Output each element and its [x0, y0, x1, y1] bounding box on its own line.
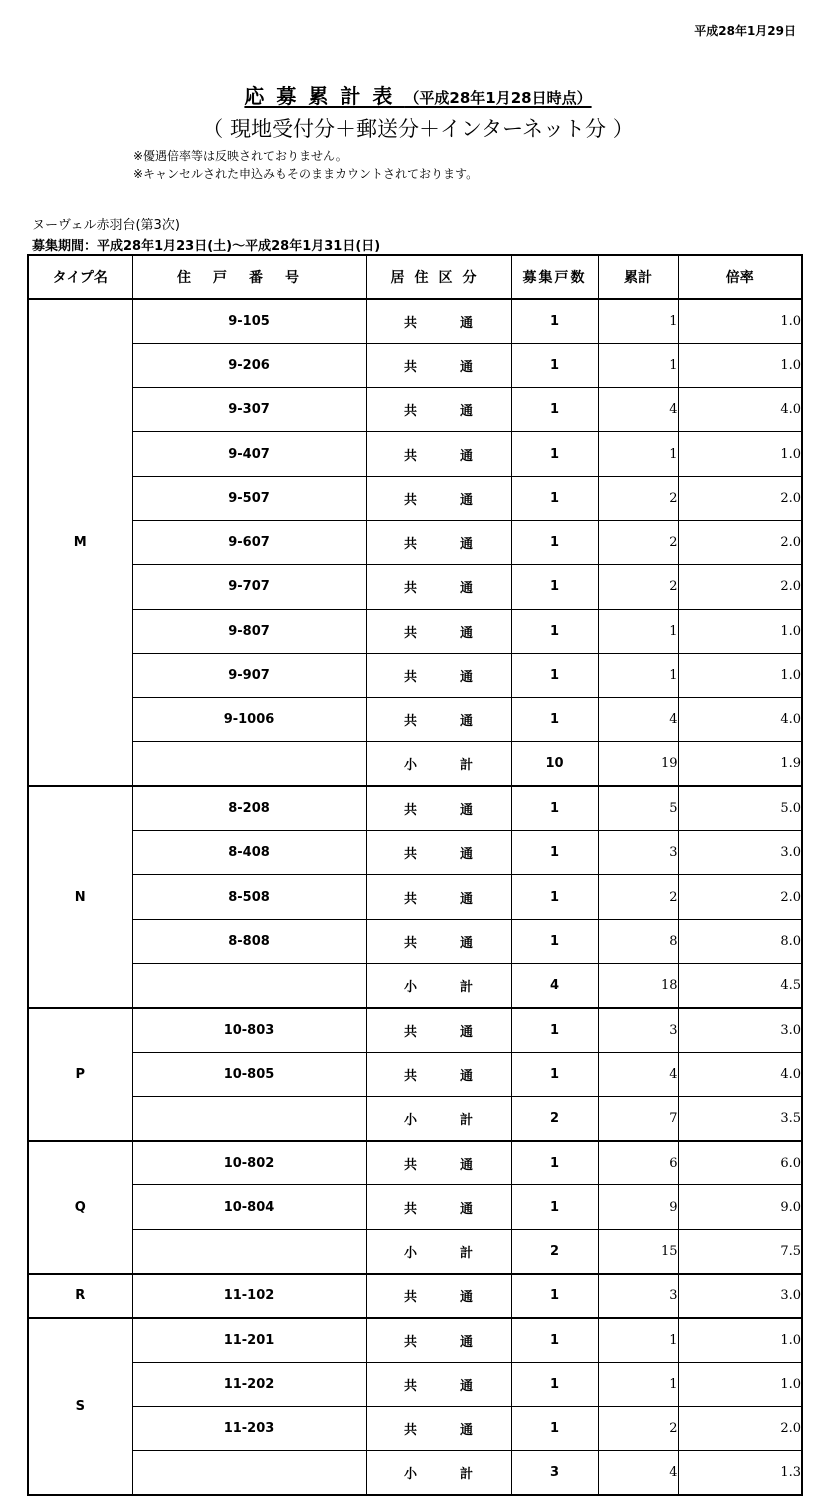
table-row — [28, 1185, 802, 1229]
boshu-count: 1 — [511, 565, 598, 609]
ratio: 5.0 — [678, 786, 802, 830]
subtotal-boshu: 10 — [511, 742, 598, 786]
cumulative-count: 1 — [598, 1362, 678, 1406]
kubun-char: 計 — [459, 1112, 473, 1128]
table-row — [28, 609, 802, 653]
kubun-char: 通 — [459, 1201, 473, 1217]
recruitment-period: 募集期間：平成28年1月23日(土)～平成28年1月31日(日) — [32, 239, 381, 254]
kubun-cell — [366, 786, 511, 830]
ratio: 4.0 — [678, 388, 802, 432]
ratio: 6.0 — [678, 1141, 802, 1185]
ratio: 3.0 — [678, 831, 802, 875]
table-row — [28, 565, 802, 609]
table-row — [28, 919, 802, 963]
ratio: 1.0 — [678, 432, 802, 476]
unit-number: 10-802 — [132, 1141, 366, 1185]
subtotal-row — [28, 963, 802, 1007]
kubun-char: 通 — [459, 891, 473, 907]
boshu-count: 1 — [511, 343, 598, 387]
ratio: 1.0 — [678, 1362, 802, 1406]
kubun-char: 通 — [459, 1290, 473, 1306]
table-header-row — [28, 255, 802, 299]
kubun-char: 通 — [459, 448, 473, 464]
cumulative-count: 6 — [598, 1141, 678, 1185]
table-body — [28, 299, 802, 1495]
kubun-char: 小 — [403, 758, 417, 774]
boshu-count: 1 — [511, 388, 598, 432]
ratio: 1.0 — [678, 609, 802, 653]
kubun-char: 共 — [403, 1334, 417, 1350]
kubun-cell — [366, 1141, 511, 1185]
kubun-char: 共 — [403, 492, 417, 508]
cumulative-count: 1 — [598, 653, 678, 697]
ratio: 2.0 — [678, 520, 802, 564]
kubun-cell — [366, 1274, 511, 1318]
unit-number: 9-507 — [132, 476, 366, 520]
kubun-char: 共 — [403, 1378, 417, 1394]
type-cell: M — [28, 299, 132, 786]
unit-number: 11-202 — [132, 1362, 366, 1406]
ratio: 1.0 — [678, 653, 802, 697]
boshu-count: 1 — [511, 831, 598, 875]
kubun-char: 通 — [459, 404, 473, 420]
unit-number: 9-307 — [132, 388, 366, 432]
boshu-count: 1 — [511, 1008, 598, 1052]
ratio: 2.0 — [678, 875, 802, 919]
ratio: 2.0 — [678, 565, 802, 609]
kubun-char: 通 — [459, 935, 473, 951]
property-name: ヌーヴェル赤羽台(第3次) — [32, 218, 180, 233]
kubun-cell — [366, 653, 511, 697]
ratio: 1.0 — [678, 343, 802, 387]
subtotal-cumulative: 7 — [598, 1096, 678, 1140]
table-row — [28, 786, 802, 830]
boshu-count: 1 — [511, 1185, 598, 1229]
kubun-char: 共 — [403, 803, 417, 819]
ratio: 4.0 — [678, 698, 802, 742]
kubun-char: 通 — [459, 315, 473, 331]
kubun-cell — [366, 520, 511, 564]
kubun-cell — [366, 831, 511, 875]
kubun-char: 通 — [459, 670, 473, 686]
boshu-count: 1 — [511, 432, 598, 476]
boshu-count: 1 — [511, 1362, 598, 1406]
kubun-char: 共 — [403, 315, 417, 331]
table-row — [28, 698, 802, 742]
cumulative-count: 1 — [598, 609, 678, 653]
cumulative-count: 3 — [598, 1274, 678, 1318]
kubun-cell — [366, 875, 511, 919]
column-header-ruikei: 累計 — [598, 255, 678, 299]
table-row — [28, 1274, 802, 1318]
table-row — [28, 1318, 802, 1362]
cumulative-count: 4 — [598, 698, 678, 742]
boshu-count: 1 — [511, 1052, 598, 1096]
ratio: 4.0 — [678, 1052, 802, 1096]
unit-number — [132, 963, 366, 1007]
application-table — [27, 254, 803, 1496]
column-header-boshu: 募集戸数 — [511, 255, 598, 299]
cumulative-count: 1 — [598, 1318, 678, 1362]
type-cell: Q — [28, 1141, 132, 1274]
type-cell: R — [28, 1274, 132, 1318]
subtotal-row — [28, 1451, 802, 1495]
kubun-char: 計 — [459, 1467, 473, 1483]
ratio: 2.0 — [678, 1406, 802, 1450]
kubun-cell — [366, 609, 511, 653]
ratio: 3.0 — [678, 1008, 802, 1052]
ratio: 9.0 — [678, 1185, 802, 1229]
kubun-char: 共 — [403, 625, 417, 641]
boshu-count: 1 — [511, 299, 598, 343]
boshu-count: 1 — [511, 1318, 598, 1362]
kubun-cell — [366, 1185, 511, 1229]
table-row — [28, 875, 802, 919]
table-row — [28, 831, 802, 875]
kubun-cell — [366, 963, 511, 1007]
unit-number: 9-807 — [132, 609, 366, 653]
unit-number — [132, 742, 366, 786]
cumulative-count: 1 — [598, 343, 678, 387]
subtotal-boshu: 2 — [511, 1229, 598, 1273]
boshu-count: 1 — [511, 1274, 598, 1318]
cumulative-count: 2 — [598, 520, 678, 564]
kubun-cell — [366, 1451, 511, 1495]
boshu-count: 1 — [511, 875, 598, 919]
kubun-char: 小 — [403, 979, 417, 995]
kubun-char: 小 — [403, 1245, 417, 1261]
subtotal-cumulative: 18 — [598, 963, 678, 1007]
document-date: 平成28年1月29日 — [694, 24, 796, 38]
kubun-char: 共 — [403, 714, 417, 730]
kubun-char: 共 — [403, 1024, 417, 1040]
kubun-cell — [366, 698, 511, 742]
ratio: 2.0 — [678, 476, 802, 520]
subtotal-cumulative: 19 — [598, 742, 678, 786]
kubun-char: 通 — [459, 537, 473, 553]
boshu-count: 1 — [511, 653, 598, 697]
unit-number: 11-201 — [132, 1318, 366, 1362]
boshu-count: 1 — [511, 520, 598, 564]
kubun-char: 通 — [459, 847, 473, 863]
cumulative-count: 3 — [598, 831, 678, 875]
cumulative-count: 2 — [598, 1406, 678, 1450]
document-title — [244, 80, 591, 109]
ratio: 3.0 — [678, 1274, 802, 1318]
kubun-char: 共 — [403, 1201, 417, 1217]
subtotal-ratio: 7.5 — [678, 1229, 802, 1273]
kubun-char: 通 — [459, 625, 473, 641]
kubun-cell — [366, 1008, 511, 1052]
ratio: 1.0 — [678, 1318, 802, 1362]
unit-number: 8-208 — [132, 786, 366, 830]
kubun-char: 計 — [459, 979, 473, 995]
subtotal-boshu: 4 — [511, 963, 598, 1007]
table-row — [28, 388, 802, 432]
subtotal-ratio: 3.5 — [678, 1096, 802, 1140]
cumulative-count: 9 — [598, 1185, 678, 1229]
ratio: 8.0 — [678, 919, 802, 963]
kubun-cell — [366, 1229, 511, 1273]
ratio: 1.0 — [678, 299, 802, 343]
kubun-cell — [366, 299, 511, 343]
kubun-char: 小 — [403, 1467, 417, 1483]
cumulative-count: 2 — [598, 565, 678, 609]
cumulative-count: 1 — [598, 299, 678, 343]
table-row — [28, 1406, 802, 1450]
title-block — [0, 80, 836, 109]
type-cell: P — [28, 1008, 132, 1141]
column-header-bairitsu: 倍率 — [678, 255, 802, 299]
subtotal-row — [28, 742, 802, 786]
boshu-count: 1 — [511, 1141, 598, 1185]
unit-number — [132, 1229, 366, 1273]
unit-number: 9-407 — [132, 432, 366, 476]
kubun-char: 通 — [459, 714, 473, 730]
kubun-char: 通 — [459, 1378, 473, 1394]
subtotal-cumulative: 4 — [598, 1451, 678, 1495]
title-main: 応募累計表 — [244, 84, 405, 108]
kubun-char: 計 — [459, 1245, 473, 1261]
unit-number: 8-408 — [132, 831, 366, 875]
kubun-char: 通 — [459, 581, 473, 597]
kubun-char: 通 — [459, 1068, 473, 1084]
table-row — [28, 1141, 802, 1185]
unit-number: 9-1006 — [132, 698, 366, 742]
boshu-count: 1 — [511, 786, 598, 830]
unit-number: 9-607 — [132, 520, 366, 564]
type-cell: S — [28, 1318, 132, 1495]
kubun-cell — [366, 565, 511, 609]
kubun-cell — [366, 432, 511, 476]
subtotal-row — [28, 1096, 802, 1140]
table-row — [28, 520, 802, 564]
boshu-count: 1 — [511, 609, 598, 653]
boshu-count: 1 — [511, 919, 598, 963]
unit-number: 11-203 — [132, 1406, 366, 1450]
kubun-char: 共 — [403, 891, 417, 907]
kubun-char: 通 — [459, 359, 473, 375]
type-cell: N — [28, 786, 132, 1007]
cumulative-count: 2 — [598, 875, 678, 919]
kubun-char: 共 — [403, 581, 417, 597]
kubun-char: 共 — [403, 1068, 417, 1084]
note-line: ※キャンセルされた申込みもそのままカウントされております。 — [133, 167, 479, 181]
subtotal-row — [28, 1229, 802, 1273]
subtotal-cumulative: 15 — [598, 1229, 678, 1273]
kubun-char: 共 — [403, 404, 417, 420]
kubun-char: 通 — [459, 1157, 473, 1173]
notes — [133, 147, 478, 183]
unit-number: 9-907 — [132, 653, 366, 697]
subtotal-boshu: 3 — [511, 1451, 598, 1495]
kubun-char: 通 — [459, 1334, 473, 1350]
unit-number: 9-105 — [132, 299, 366, 343]
table-row — [28, 1052, 802, 1096]
kubun-cell — [366, 388, 511, 432]
table-row — [28, 476, 802, 520]
kubun-char: 計 — [459, 758, 473, 774]
kubun-char: 共 — [403, 935, 417, 951]
unit-number: 9-707 — [132, 565, 366, 609]
subtotal-ratio: 1.9 — [678, 742, 802, 786]
kubun-char: 共 — [403, 359, 417, 375]
kubun-char: 通 — [459, 803, 473, 819]
unit-number: 8-808 — [132, 919, 366, 963]
kubun-cell — [366, 1406, 511, 1450]
kubun-cell — [366, 919, 511, 963]
kubun-char: 通 — [459, 1024, 473, 1040]
kubun-char: 共 — [403, 1423, 417, 1439]
kubun-cell — [366, 1318, 511, 1362]
unit-number — [132, 1451, 366, 1495]
subtotal-boshu: 2 — [511, 1096, 598, 1140]
table-row — [28, 653, 802, 697]
kubun-cell — [366, 742, 511, 786]
kubun-char: 共 — [403, 1157, 417, 1173]
document-subtitle: （ 現地受付分＋郵送分＋インターネット分 ） — [202, 117, 634, 141]
kubun-cell — [366, 343, 511, 387]
cumulative-count: 8 — [598, 919, 678, 963]
column-header-type: タイプ名 — [28, 255, 132, 299]
kubun-cell — [366, 1096, 511, 1140]
kubun-char: 通 — [459, 1423, 473, 1439]
subtotal-ratio: 4.5 — [678, 963, 802, 1007]
cumulative-count: 3 — [598, 1008, 678, 1052]
cumulative-count: 4 — [598, 388, 678, 432]
column-header-unit: 住戸番号 — [132, 255, 366, 299]
table-row — [28, 1362, 802, 1406]
table-row — [28, 299, 802, 343]
boshu-count: 1 — [511, 1406, 598, 1450]
kubun-char: 共 — [403, 670, 417, 686]
unit-number: 9-206 — [132, 343, 366, 387]
cumulative-count: 1 — [598, 432, 678, 476]
kubun-cell — [366, 1052, 511, 1096]
boshu-count: 1 — [511, 698, 598, 742]
unit-number: 10-803 — [132, 1008, 366, 1052]
table-row — [28, 1008, 802, 1052]
table-row — [28, 343, 802, 387]
table-row — [28, 432, 802, 476]
column-header-kubun: 居住区分 — [366, 255, 511, 299]
kubun-char: 共 — [403, 847, 417, 863]
unit-number: 8-508 — [132, 875, 366, 919]
unit-number: 11-102 — [132, 1274, 366, 1318]
unit-number — [132, 1096, 366, 1140]
title-as-of: （平成28年1月28日時点） — [404, 89, 592, 107]
kubun-char: 共 — [403, 537, 417, 553]
kubun-char: 共 — [403, 448, 417, 464]
unit-number: 10-805 — [132, 1052, 366, 1096]
kubun-char: 通 — [459, 492, 473, 508]
note-line: ※優遇倍率等は反映されておりません。 — [133, 149, 348, 163]
kubun-cell — [366, 476, 511, 520]
cumulative-count: 4 — [598, 1052, 678, 1096]
cumulative-count: 2 — [598, 476, 678, 520]
kubun-char: 共 — [403, 1290, 417, 1306]
unit-number: 10-804 — [132, 1185, 366, 1229]
cumulative-count: 5 — [598, 786, 678, 830]
subtotal-ratio: 1.3 — [678, 1451, 802, 1495]
kubun-cell — [366, 1362, 511, 1406]
kubun-char: 小 — [403, 1112, 417, 1128]
boshu-count: 1 — [511, 476, 598, 520]
